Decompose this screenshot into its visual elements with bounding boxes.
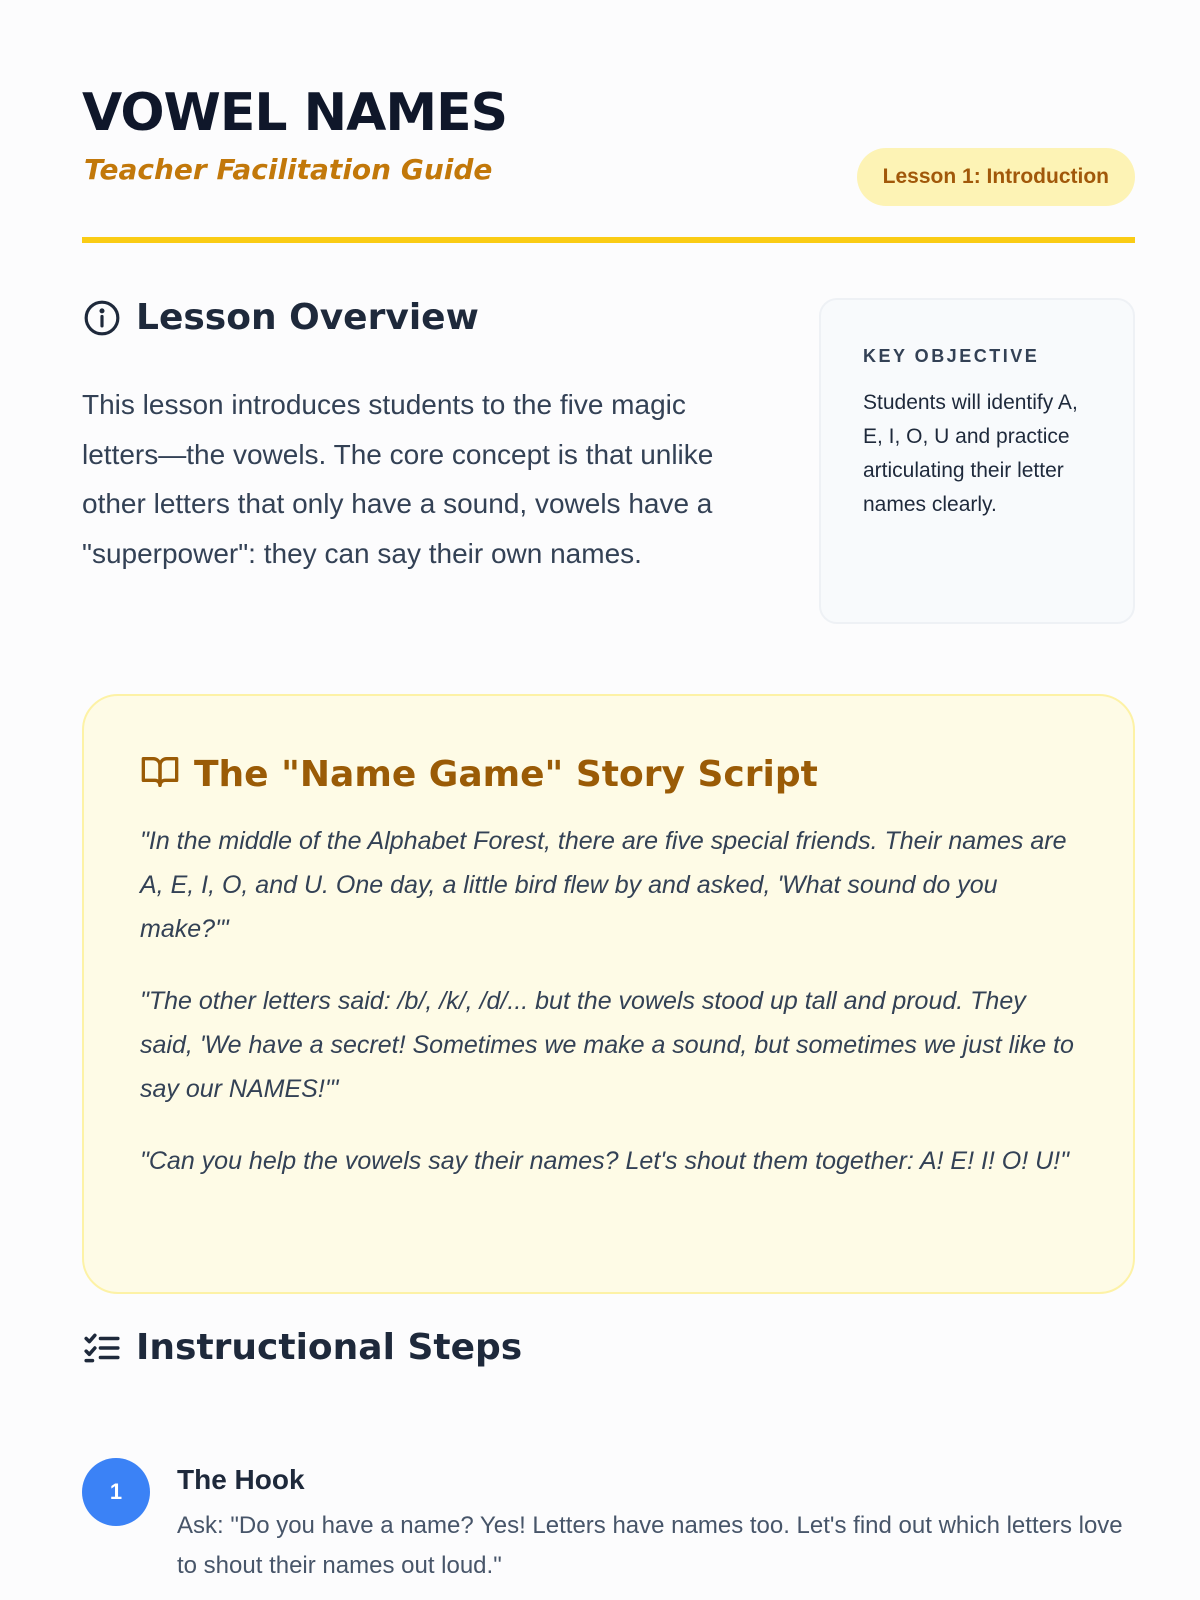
open-book-icon bbox=[140, 752, 180, 797]
key-objective-text: Students will identify A, E, I, O, U and practice articulating their letter names clearly. bbox=[863, 391, 1078, 516]
overview-text: This lesson introduces students to the five magic letters—the vowels. The core concept is that unlike other letters that only have a sound, vowels have a "superpower": they can say their own names. bbox=[82, 389, 714, 569]
story-script-card bbox=[82, 694, 1135, 1294]
step-number-badge: 1 bbox=[82, 1458, 150, 1526]
steps-heading bbox=[82, 1326, 522, 1370]
header-divider bbox=[82, 237, 1135, 243]
page-title: VOWEL NAMES bbox=[82, 83, 508, 143]
lesson-guide-page bbox=[82, 0, 1135, 1600]
story-paragraph: "The other letters said: /b/, /k/, /d/... but the vowels stood up tall and proud. They said, 'We have a secret! Sometimes we make a sound, but sometimes we just like to say our NAMES!'" bbox=[140, 987, 1074, 1103]
story-heading bbox=[140, 752, 1077, 797]
key-objective-card bbox=[819, 298, 1135, 624]
steps-heading-label: Instructional Steps bbox=[136, 1327, 523, 1368]
page-subtitle: Teacher Facilitation Guide bbox=[84, 153, 493, 186]
overview-heading-label: Lesson Overview bbox=[136, 297, 479, 338]
story-paragraph: "Can you help the vowels say their names? Let's shout them together: A! E! I! O! U!" bbox=[140, 1147, 1070, 1175]
step-description: Ask: "Do you have a name? Yes! Letters have names too. Let's find out which letters love to shout their names out loud." bbox=[177, 1512, 1123, 1579]
checklist-icon bbox=[82, 1328, 122, 1368]
story-paragraph: "In the middle of the Alphabet Forest, there are five special friends. Their names are A, E, I, O, and U. One day, a little bird flew by and asked, 'What sound do you make?'" bbox=[140, 827, 1067, 943]
step-title: The Hook bbox=[177, 1464, 305, 1495]
overview-heading bbox=[82, 296, 479, 340]
info-circle-icon bbox=[82, 298, 122, 338]
key-objective-label: KEY OBJECTIVE bbox=[863, 346, 1040, 366]
lesson-badge: Lesson 1: Introduction bbox=[857, 148, 1135, 206]
story-heading-label: The "Name Game" Story Script bbox=[194, 753, 818, 795]
